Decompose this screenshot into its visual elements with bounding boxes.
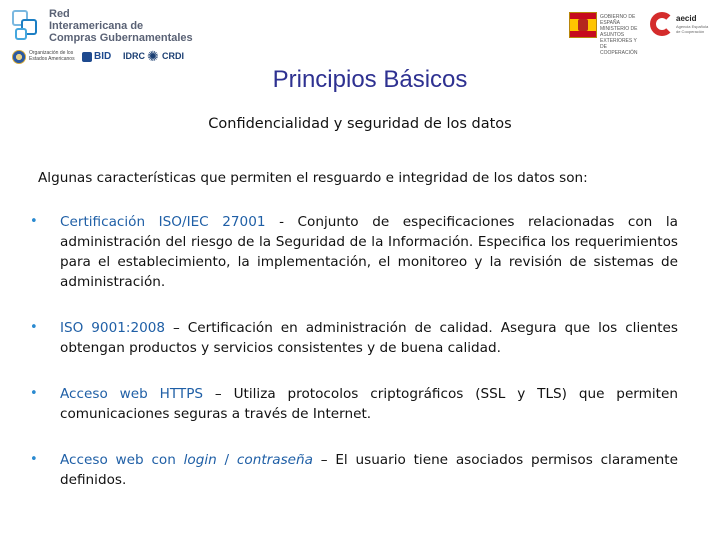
bullet-dot-icon: • <box>30 386 38 401</box>
bullet-login <box>30 450 678 490</box>
logo-line-2: Interamericana de <box>49 20 144 32</box>
aecid-tagline: Agencia Española de Cooperación <box>676 24 709 34</box>
header <box>0 0 720 72</box>
oea-seal-icon <box>12 50 26 64</box>
network-squares-icon <box>12 10 46 44</box>
aecid-circle-icon <box>650 12 674 36</box>
page-title: Principios Básicos <box>272 66 468 93</box>
idrc-star-icon: ✺ <box>147 48 159 64</box>
bullet-term-mid: / <box>216 452 237 468</box>
spain-crest-icon <box>569 12 597 38</box>
bullet-term: Acceso web HTTPS <box>60 386 204 402</box>
bullet-term-login: login <box>183 452 217 468</box>
bullet-separator: - <box>265 214 298 230</box>
idrc-logo <box>123 49 193 66</box>
bullet-term <box>60 452 313 468</box>
oea-logo <box>12 49 78 66</box>
bullet-dot-icon: • <box>30 214 38 229</box>
bullet-text: Utiliza protocolos criptográficos (SSL y TLS) que permiten comunicaciones seguras a través de Internet. <box>60 386 678 422</box>
network-logo-text <box>49 8 193 44</box>
bullet-dot-icon: • <box>30 452 38 467</box>
sponsor-logos <box>12 49 192 67</box>
aecid-logo <box>650 10 710 42</box>
logo-line-1: Red <box>49 8 70 20</box>
logo-line-3: Compras Gubernamentales <box>49 32 193 44</box>
red-interamericana-logo <box>12 8 202 46</box>
bullet-separator: – <box>312 452 336 468</box>
bullet-text: Certificación en administración de calidad. Asegura que los clientes obtengan productos y servicios consistentes y de buena calidad. <box>60 320 678 356</box>
bullet-term-pre: Acceso web con <box>60 452 184 468</box>
bullet-iso9001 <box>30 318 678 358</box>
bullet-text: El usuario tiene asociados permisos claramente definidos. <box>60 452 678 488</box>
oea-text: Organización de los Estados Americanos <box>29 50 75 62</box>
crdi-text: CRDI <box>162 51 184 61</box>
spain-government-logo <box>569 10 643 56</box>
bullet-separator: – <box>165 320 188 336</box>
aecid-name: aecid <box>676 14 697 23</box>
bullet-separator: – <box>203 386 234 402</box>
bid-text: BID <box>94 51 112 62</box>
intro-text: Algunas características que permiten el resguardo e integridad de los datos son: <box>38 170 588 186</box>
spain-logo-text: GOBIERNO DE ESPAÑA MINISTERIO DE ASUNTOS EXTERIORES Y DE COOPERACIÓN <box>600 14 638 56</box>
bid-mark-icon <box>82 52 92 62</box>
idrc-text: IDRC <box>123 51 145 61</box>
bullet-dot-icon: • <box>30 320 38 335</box>
bullet-list <box>30 212 678 490</box>
bullet-term: Certificación ISO/IEC 27001 <box>60 214 266 230</box>
bullet-term: ISO 9001:2008 <box>60 320 166 336</box>
page-subtitle: Confidencialidad y seguridad de los datos <box>208 116 512 132</box>
bullet-iso27001 <box>30 212 678 292</box>
bid-logo <box>82 49 122 66</box>
bullet-text: Conjunto de especificaciones relacionadas con la administración del riesgo de la Seguridad de la Información. Especifica los requerimientos para el establecimiento, la implementación, el monitoreo y la revisión de sistemas de administración. <box>60 214 678 290</box>
bullet-https <box>30 384 678 424</box>
bullet-term-password: contraseña <box>236 452 313 468</box>
